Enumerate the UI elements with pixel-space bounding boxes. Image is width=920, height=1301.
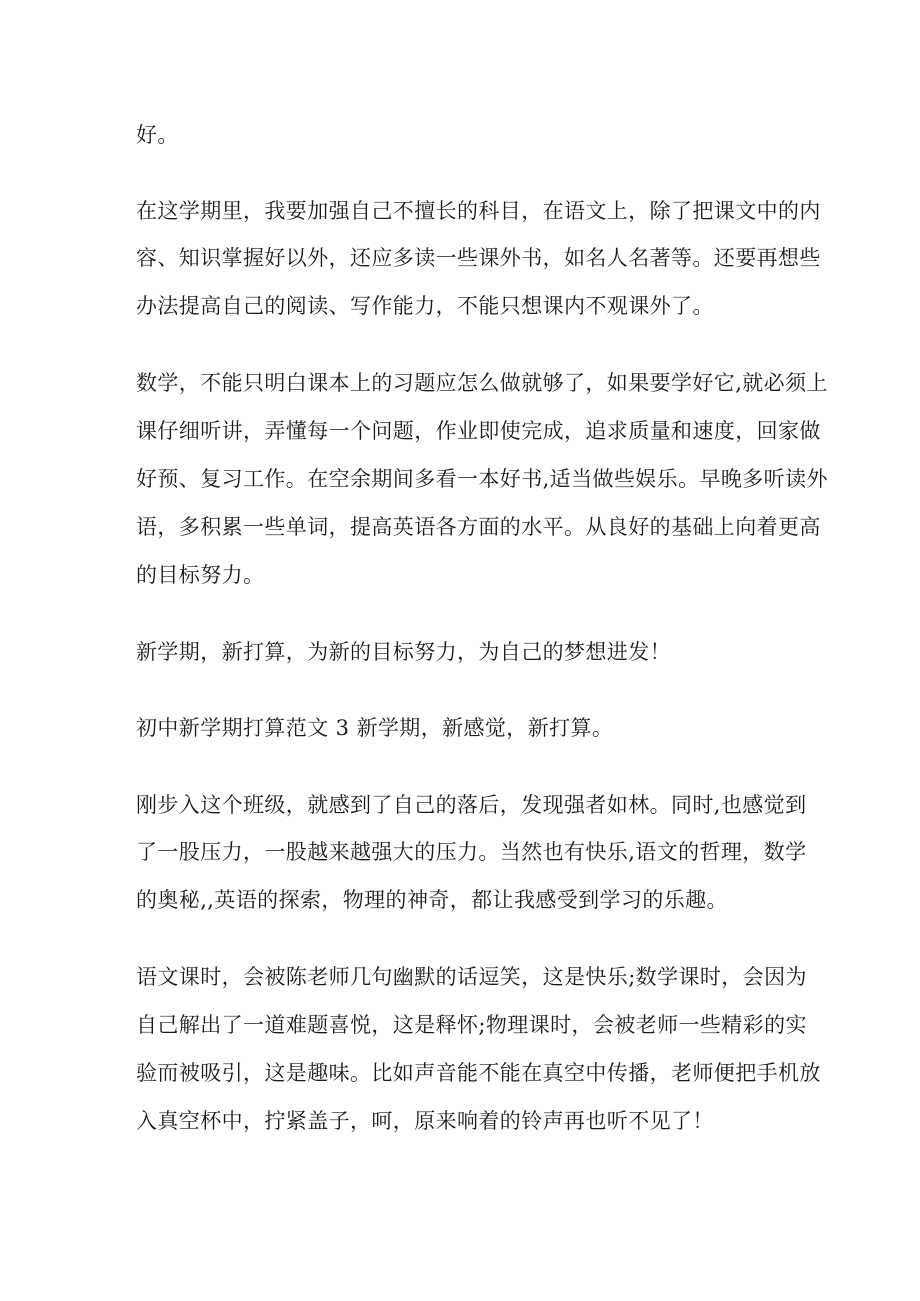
text-line: 容、知识掌握好以外，还应多读一些课外书，如名人名著等。还要再想些 [136,246,821,270]
text-line: 入真空杯中，拧紧盖子，呵，原来响着的铃声再也听不见了！ [136,1109,714,1133]
text-line: 数学，不能只明白课本上的习题应怎么做就够了，如果要学好它,就必须上 [136,371,828,395]
text-line: 了一股压力，一股越来越强大的压力。当然也有快乐,语文的哲理，数学 [136,840,807,864]
text-line: 验而被吸引，这是趣味。比如声音能不能在真空中传播，老师便把手机放 [136,1061,821,1085]
text-line: 初中新学期打算范文 3 新学期，新感觉，新打算。 [136,716,614,740]
text-line: 语文课时，会被陈老师几句幽默的话逗笑，这是快乐;数学课时，会因为 [136,965,807,989]
text-line: 自己解出了一道难题喜悦，这是释怀;物理课时，会被老师一些精彩的实 [136,1013,807,1037]
text-line: 好预、复习工作。在空余期间多看一本好书,适当做些娱乐。早晚多听读外 [136,467,828,491]
text-line: 刚步入这个班级，就感到了自己的落后，发现强者如林。同时,也感觉到 [136,793,807,817]
text-line: 的奥秘,,英语的探索，物理的神奇，都让我感受到学习的乐趣。 [136,888,728,912]
text-line: 办法提高自己的阅读、写作能力，不能只想课内不观课外了。 [136,294,714,318]
text-line: 语，多积累一些单词，提高英语各方面的水平。从良好的基础上向着更高 [136,515,821,539]
text-line: 新学期，新打算，为新的目标努力，为自己的梦想进发！ [136,640,671,664]
text-line: 的目标努力。 [136,563,265,587]
text-line: 在这学期里，我要加强自己不擅长的科目，在语文上，除了把课文中的内 [136,199,821,223]
text-line: 好。 [136,123,179,147]
text-line: 课仔细听讲，弄懂每一个问题，作业即使完成，追求质量和速度，回家做 [136,419,821,443]
